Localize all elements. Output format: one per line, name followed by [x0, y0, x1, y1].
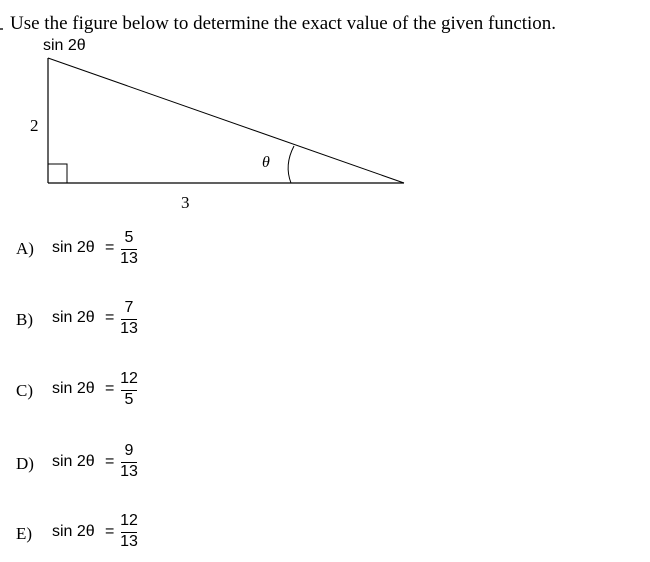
question-instruction: Use the figure below to determine the exact value of the given function.: [10, 13, 557, 34]
function-expression-label: sin 2θ: [43, 37, 86, 54]
equals-sign: =: [105, 453, 115, 470]
option-b[interactable]: [16, 296, 216, 346]
option-letter: E): [16, 524, 33, 543]
option-a[interactable]: [16, 226, 216, 276]
right-triangle-figure: [0, 0, 650, 230]
option-expression: sin 2θ: [52, 523, 95, 540]
numerator: 12: [120, 512, 138, 529]
equals-sign: =: [105, 309, 115, 326]
triangle-hypotenuse: [48, 58, 404, 183]
denominator: 13: [120, 320, 138, 337]
option-letter: A): [16, 239, 34, 258]
option-c[interactable]: [16, 366, 216, 416]
equals-sign: =: [105, 523, 115, 540]
denominator: 13: [120, 250, 138, 267]
numerator: 12: [120, 370, 138, 387]
denominator: 13: [120, 533, 138, 550]
right-angle-marker: [48, 164, 67, 183]
option-e[interactable]: [16, 508, 216, 558]
option-letter: C): [16, 381, 33, 400]
numerator: 9: [124, 442, 134, 459]
option-expression: sin 2θ: [52, 309, 95, 326]
option-expression: sin 2θ: [52, 453, 95, 470]
denominator: 13: [120, 463, 138, 480]
numerator: 5: [124, 229, 134, 246]
angle-theta-label: θ: [262, 154, 270, 171]
option-expression: sin 2θ: [52, 239, 95, 256]
option-letter: B): [16, 310, 33, 329]
angle-arc: [288, 146, 294, 183]
equals-sign: =: [105, 380, 115, 397]
option-letter: D): [16, 454, 34, 473]
denominator: 5: [124, 391, 134, 408]
option-d[interactable]: [16, 438, 216, 488]
numerator: 7: [124, 299, 134, 316]
vertical-side-label: 2: [30, 116, 39, 135]
horizontal-side-label: 3: [181, 193, 190, 212]
equals-sign: =: [105, 239, 115, 256]
option-expression: sin 2θ: [52, 380, 95, 397]
